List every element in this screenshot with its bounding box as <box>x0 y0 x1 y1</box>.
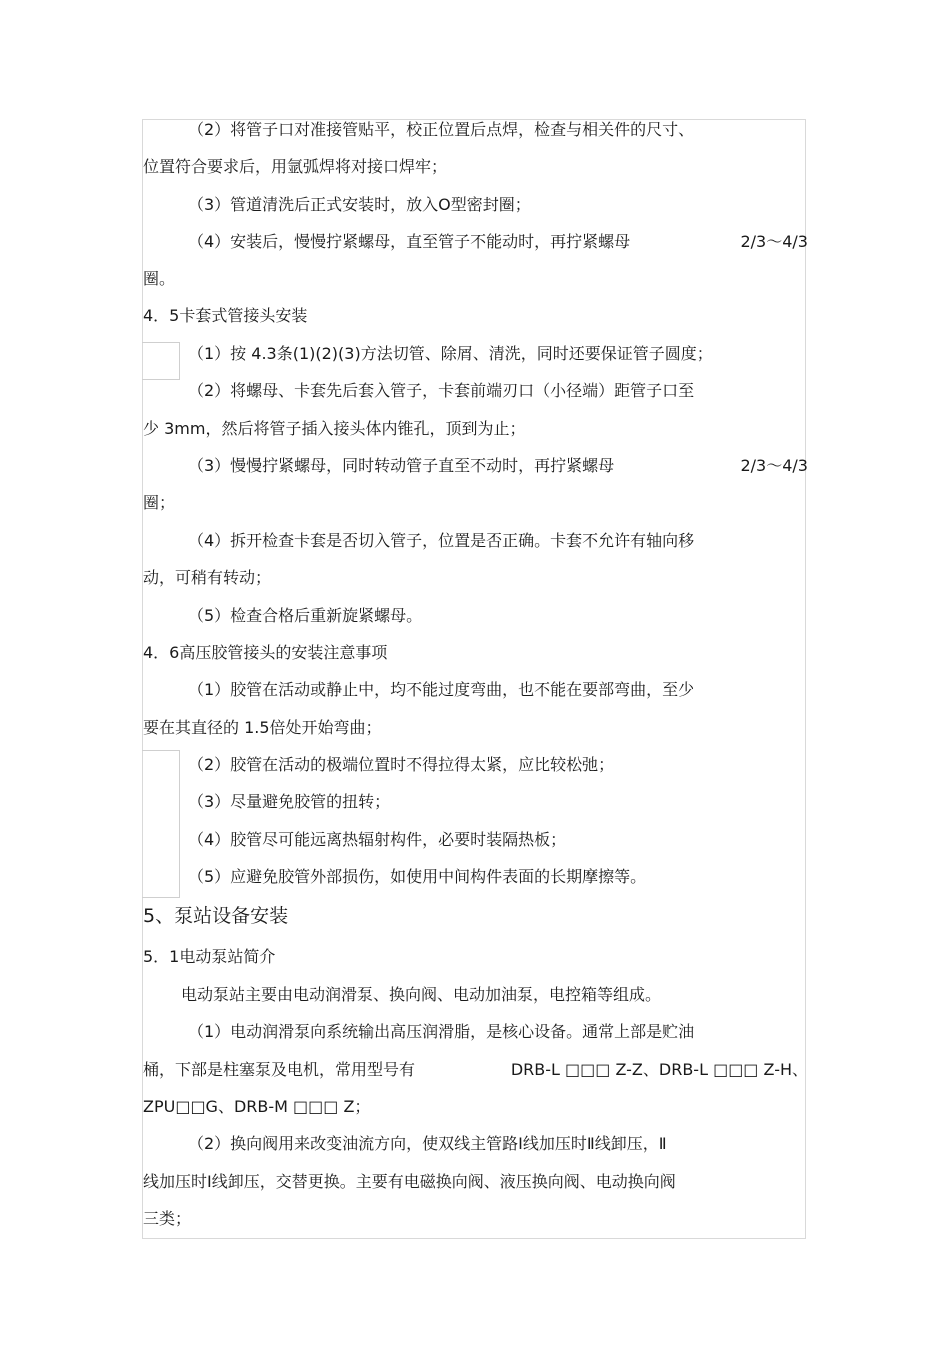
text-line: ZPU□□G、DRB-M □□□ Z； <box>143 1097 371 1116</box>
text-line: （2）将管子口对准接管贴平，校正位置后点焊，检查与相关件的尺寸、 <box>188 120 695 139</box>
text-line: （3）管道清洗后正式安装时，放入O型密封圈； <box>188 195 531 214</box>
text-line: 桶，下部是柱塞泵及电机，常用型号有 <box>143 1060 416 1079</box>
bracket-decoration <box>142 342 180 380</box>
text-line-right: 2/3～4/3 <box>740 456 808 475</box>
text-line-right: 2/3～4/3 <box>740 232 808 251</box>
text-line: 动，可稍有转动； <box>143 568 272 587</box>
text-line: 位置符合要求后，用氩弧焊将对接口焊牢； <box>143 157 448 176</box>
text-line: （3）慢慢拧紧螺母，同时转动管子直至不动时，再拧紧螺母 <box>188 456 615 475</box>
text-line: 电动泵站主要由电动润滑泵、换向阀、电动加油泵，电控箱等组成。 <box>181 985 662 1004</box>
text-line: （5）检查合格后重新旋紧螺母。 <box>188 606 423 625</box>
bracket-decoration <box>142 750 180 898</box>
chapter-heading: 5、泵站设备安装 <box>143 905 289 927</box>
text-line: （4）安装后，慢慢拧紧螺母，直至管子不能动时，再拧紧螺母 <box>188 232 631 251</box>
section-heading: 4．6高压胶管接头的安装注意事项 <box>143 643 388 662</box>
text-line: （1）按 4.3条(1)(2)(3)方法切管、除屑、清洗，同时还要保证管子圆度； <box>188 344 713 363</box>
text-line: （2）换向阀用来改变油流方向，使双线主管路Ⅰ线加压时Ⅱ线卸压，Ⅱ <box>188 1134 667 1153</box>
text-line: 圈； <box>143 493 176 512</box>
section-heading: 5．1电动泵站简介 <box>143 947 276 966</box>
section-heading: 4．5卡套式管接头安装 <box>143 306 308 325</box>
text-line: （4）胶管尽可能远离热辐射构件，必要时装隔热板； <box>188 830 567 849</box>
text-line: （1）胶管在活动或静止中，均不能过度弯曲，也不能在要部弯曲，至少 <box>188 680 695 699</box>
text-line: （2）胶管在活动的极端位置时不得拉得太紧，应比较松弛； <box>188 755 615 774</box>
text-line: 要在其直径的 1.5倍处开始弯曲； <box>143 718 382 737</box>
text-line: 圈。 <box>143 269 176 288</box>
text-line: 少 3mm，然后将管子插入接头体内锥孔，顶到为止； <box>143 419 526 438</box>
text-line: （3）尽量避免胶管的扭转； <box>188 792 391 811</box>
text-line: （2）将螺母、卡套先后套入管子，卡套前端刃口（小径端）距管子口至 <box>188 381 695 400</box>
text-line: （5）应避免胶管外部损伤，如使用中间构件表面的长期摩擦等。 <box>188 867 647 886</box>
text-line: （1）电动润滑泵向系统输出高压润滑脂，是核心设备。通常上部是贮油 <box>188 1022 695 1041</box>
text-line: （4）拆开检查卡套是否切入管子，位置是否正确。卡套不允许有轴向移 <box>188 531 695 550</box>
text-line-right: DRB-L □□□ Z-Z、DRB-L □□□ Z-H、 <box>510 1060 808 1079</box>
text-line: 线加压时Ⅰ线卸压，交替更换。主要有电磁换向阀、液压换向阀、电动换向阀 <box>143 1172 676 1191</box>
text-line: 三类； <box>143 1209 192 1228</box>
